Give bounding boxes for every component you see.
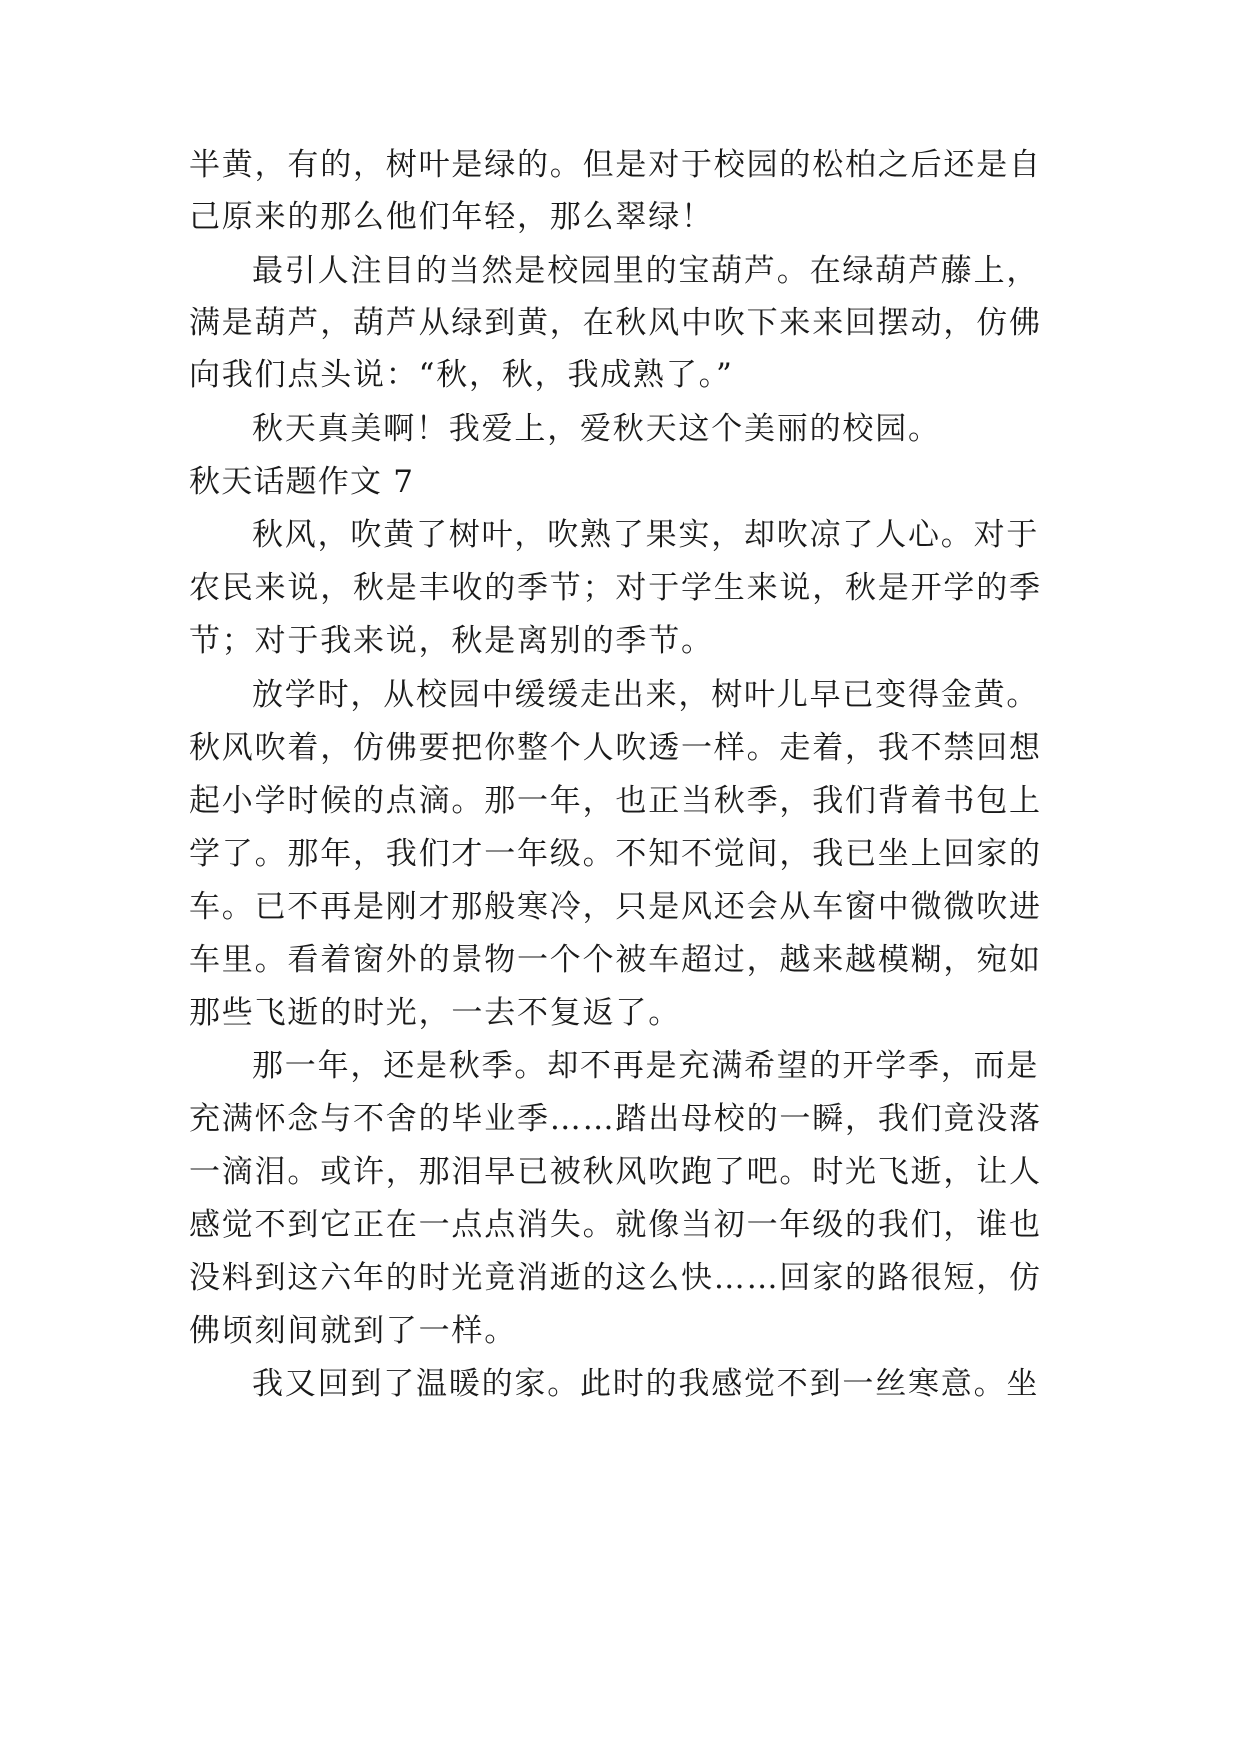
- text-line: 车。已不再是刚才那般寒冷，只是风还会从车窗中微微吹进: [189, 889, 1042, 925]
- text-line: 没料到这六年的时光竟消逝的这么快……回家的路很短，仿: [189, 1260, 1042, 1296]
- text-line: 学了。那年，我们才一年级。不知不觉间，我已坐上回家的: [189, 836, 1042, 872]
- text-line: 农民来说，秋是丰收的季节；对于学生来说，秋是开学的季: [189, 570, 1042, 606]
- text-line: 一滴泪。或许，那泪早已被秋风吹跑了吧。时光飞逝，让人: [189, 1154, 1042, 1190]
- text-line: 秋风吹着，仿佛要把你整个人吹透一样。走着，我不禁回想: [189, 730, 1042, 766]
- text-line: 己原来的那么他们年轻，那么翠绿！: [189, 199, 714, 235]
- text-line: 车里。看着窗外的景物一个个被车超过，越来越模糊，宛如: [189, 942, 1042, 978]
- paragraph-first-line: 那一年，还是秋季。却不再是充满希望的开学季，而是: [252, 1048, 1040, 1084]
- text-line: 半黄，有的，树叶是绿的。但是对于校园的松柏之后还是自: [189, 147, 1042, 183]
- text-line: 那些飞逝的时光，一去不复返了。: [189, 995, 681, 1031]
- text-line: 充满怀念与不舍的毕业季……踏出母校的一瞬，我们竟没落: [189, 1101, 1042, 1137]
- text-line: 满是葫芦，葫芦从绿到黄，在秋风中吹下来来回摆动，仿佛: [189, 305, 1042, 341]
- text-line: 节；对于我来说，秋是离别的季节。: [189, 623, 714, 659]
- paragraph-first-line: 我又回到了温暖的家。此时的我感觉不到一丝寒意。坐: [252, 1366, 1040, 1402]
- text-line: 佛顷刻间就到了一样。: [189, 1313, 517, 1349]
- text-line: 感觉不到它正在一点点消失。就像当初一年级的我们，谁也: [189, 1207, 1042, 1243]
- paragraph-first-line: 秋天真美啊！我爱上，爱秋天这个美丽的校园。: [252, 411, 941, 447]
- section-heading: 秋天话题作文 7: [189, 464, 415, 500]
- text-line: 向我们点头说：“秋，秋，我成熟了。”: [189, 357, 734, 393]
- paragraph-first-line: 秋风，吹黄了树叶，吹熟了果实，却吹凉了人心。对于: [252, 517, 1040, 553]
- text-line: 起小学时候的点滴。那一年，也正当秋季，我们背着书包上: [189, 783, 1042, 819]
- paragraph-first-line: 最引人注目的当然是校园里的宝葫芦。在绿葫芦藤上，: [252, 253, 1040, 289]
- paragraph-first-line: 放学时，从校园中缓缓走出来，树叶儿早已变得金黄。: [252, 677, 1040, 713]
